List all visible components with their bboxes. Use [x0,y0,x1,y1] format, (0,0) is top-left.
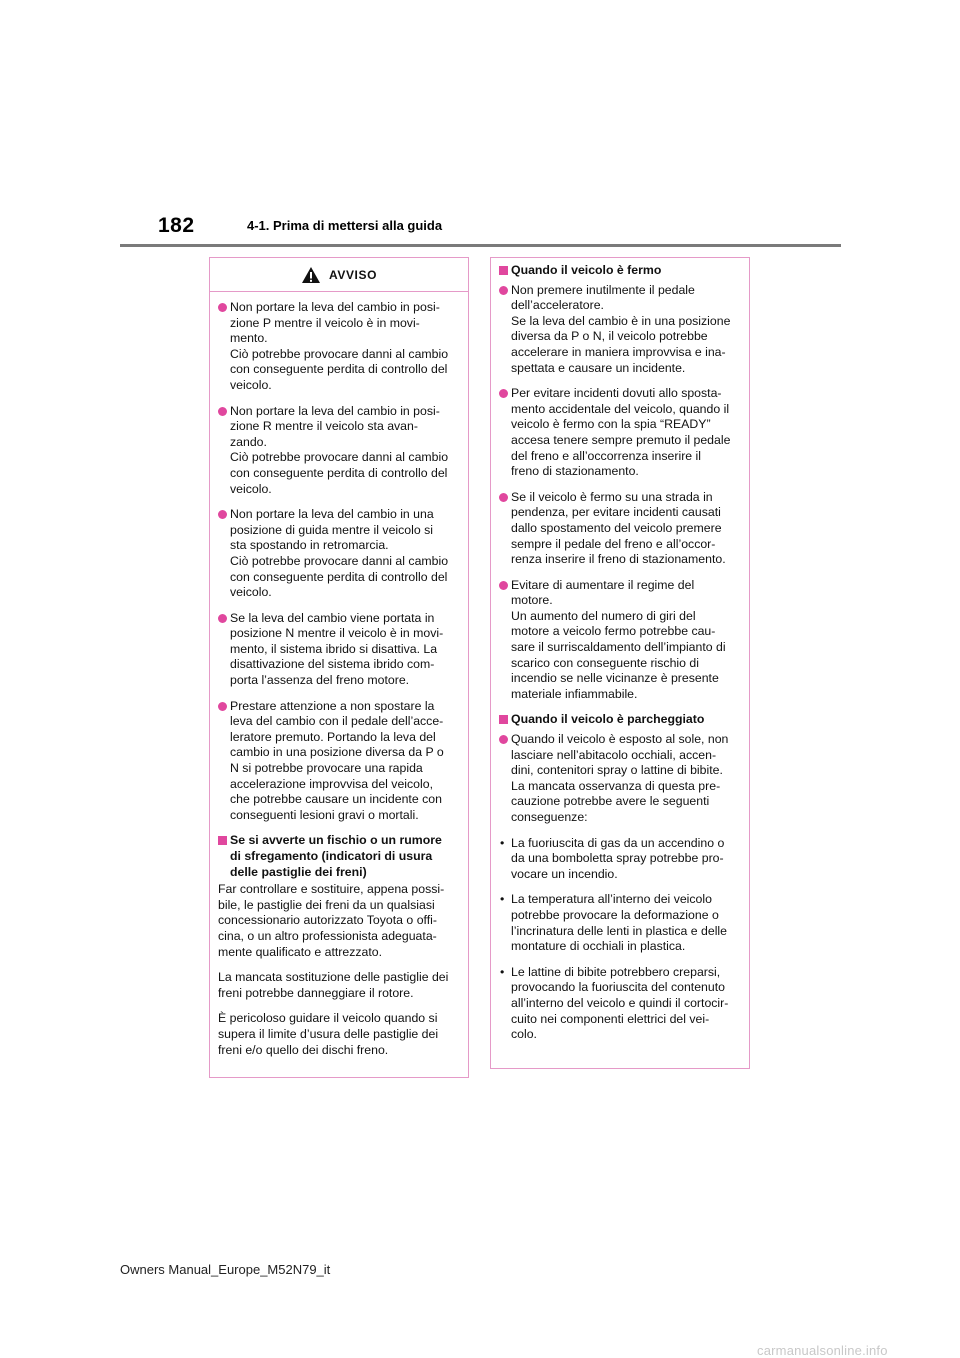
stopped-item: Se il veicolo è fermo su una strada in pendenza, per evitare incidenti causati dallo spostamento del veicolo premere sempre il pedale del freno e all’occor- renza inserire il freno di stazionamento. [499,490,740,568]
stopped-item: Per evitare incidenti dovuti allo sposta- mento accidentale del veicolo, quando il veicolo è fermo con la spia “READY” accesa tenere sempre premuto il pedale del freno e all’occorrenza inserire il freno di stazionamento. [499,386,740,480]
paragraph: Far controllare e sostituire, appena possi- bile, le pastiglie dei freni da un qualsiasi concessionario autorizzato Toyota o offi- cina, o un altro professionista adeguata- mente qualificato e attrezzato. [218,882,445,959]
parked-item: Quando il veicolo è esposto al sole, non lasciare nell’abitacolo occhiali, accen- dini, contenitori spray o lattine di bibite. La mancata osservanza di questa pre- cauzione potrebbe avere le seguenti conseguenze: [499,732,740,826]
bullet-dot-icon [218,614,227,623]
section-title: 4-1. Prima di mettersi alla guida [247,218,443,233]
stopped-item: Non premere inutilmente il pedale dell’acceleratore. Se la leva del cambio è in una posizione diversa da P o N, il veicolo potrebbe accelerare in maniera improvvisa e ina- spettata e causare un incidente. [499,283,740,377]
warning-item: Se la leva del cambio viene portata in posizione N mentre il veicolo è in movi- mento, il sistema ibrido si disattiva. La disattivazione del sistema ibrido com- porta l’assenza del freno motore. [218,611,459,689]
section-square-icon [499,266,508,275]
bullet-dot-icon [218,510,227,519]
paragraph: La mancata sostituzione delle pastiglie dei freni potrebbe danneggiare il rotore. [218,970,449,1000]
page-number: 182 [158,214,195,237]
section-square-icon [218,836,227,845]
warning-item: Prestare attenzione a non spostare la leva del cambio con il pedale dell’acce- leratore premuto. Portando la leva del cambio in una posizione diversa da P o N si potrebbe provocare una rapida accelerazione improvvisa del veicolo, che potrebbe causare un incidente con conseguenti lesioni gravi o mortali. [218,699,459,824]
stopped-heading: Quando il veicolo è fermo [499,263,740,279]
bullet-dot-icon [218,702,227,711]
warning-item: Non portare la leva del cambio in posi- zione P mentre il veicolo è in movi- mento. Ciò potrebbe provocare danni al cambio con conseguente perdita di controllo del veicolo. [218,300,459,394]
bullet-mark: • [500,964,505,979]
warning-content [210,292,468,1058]
warning-item: Non portare la leva del cambio in posi- zione R mentre il veicolo sta avan- zando. Ciò potrebbe provocare danni al cambio con conseguente perdita di controllo del veicolo. [218,404,459,498]
bullet-dot-icon [218,303,227,312]
warning-header [210,258,468,292]
bullet-dot-icon [499,493,508,502]
section-square-icon [499,715,508,724]
footer-doc-id: Owners Manual_Europe_M52N79_it [120,1262,331,1277]
consequence-bullet: • La temperatura all’interno dei veicolo potrebbe provocare la deformazione o l’incrinatura delle lenti in plastica e delle montature di occhiali in plastica. [500,892,728,954]
continuation-content [491,258,749,1043]
stopped-item: Evitare di aumentare il regime del motore. Un aumento del numero di giri del motore a veicolo fermo potrebbe cau- sare il surriscaldamento dell’impianto di scarico con conseguente rischio di incendio se nelle vicinanze è presente materiale infiammabile. [499,578,740,703]
consequence-bullet: • Le lattine di bibite potrebbero creparsi, provocando la fuoriuscita del contenuto all’interno del veicolo e quindi il cortocir- cuito nei componenti elettrici del vei- colo. [500,964,729,1042]
warning-triangle-icon [301,266,321,284]
warning-title: AVVISO [328,267,378,282]
bullet-dot-icon [499,389,508,398]
warning-box [209,257,469,1078]
bullet-mark: • [500,835,505,850]
continuation-box [490,257,750,1069]
paragraph: È pericoloso guidare il veicolo quando si supera il limite d’usura delle pastiglie dei freni e/o quello dei dischi freno. [218,1011,439,1057]
brake-wear-heading: Se si avverte un fischio o un rumore di sfregamento (indicatori di usura delle pastiglie dei freni) [218,833,459,880]
header-rule [120,244,841,247]
bullet-dot-icon [499,735,508,744]
bullet-dot-icon [218,407,227,416]
parked-heading: Quando il veicolo è parcheggiato [499,712,740,728]
bullet-dot-icon [499,581,508,590]
bullet-mark: • [500,892,505,907]
bullet-dot-icon [499,286,508,295]
watermark: carmanualsonline.info [757,1343,888,1358]
consequence-bullet: • La fuoriuscita di gas da un accendino o da una bomboletta spray potrebbe pro- vocare un incendio. [500,835,725,881]
warning-item: Non portare la leva del cambio in una posizione di guida mentre il veicolo si sta spostando in retromarcia. Ciò potrebbe provocare danni al cambio con conseguente perdita di controllo del veicolo. [218,507,459,601]
